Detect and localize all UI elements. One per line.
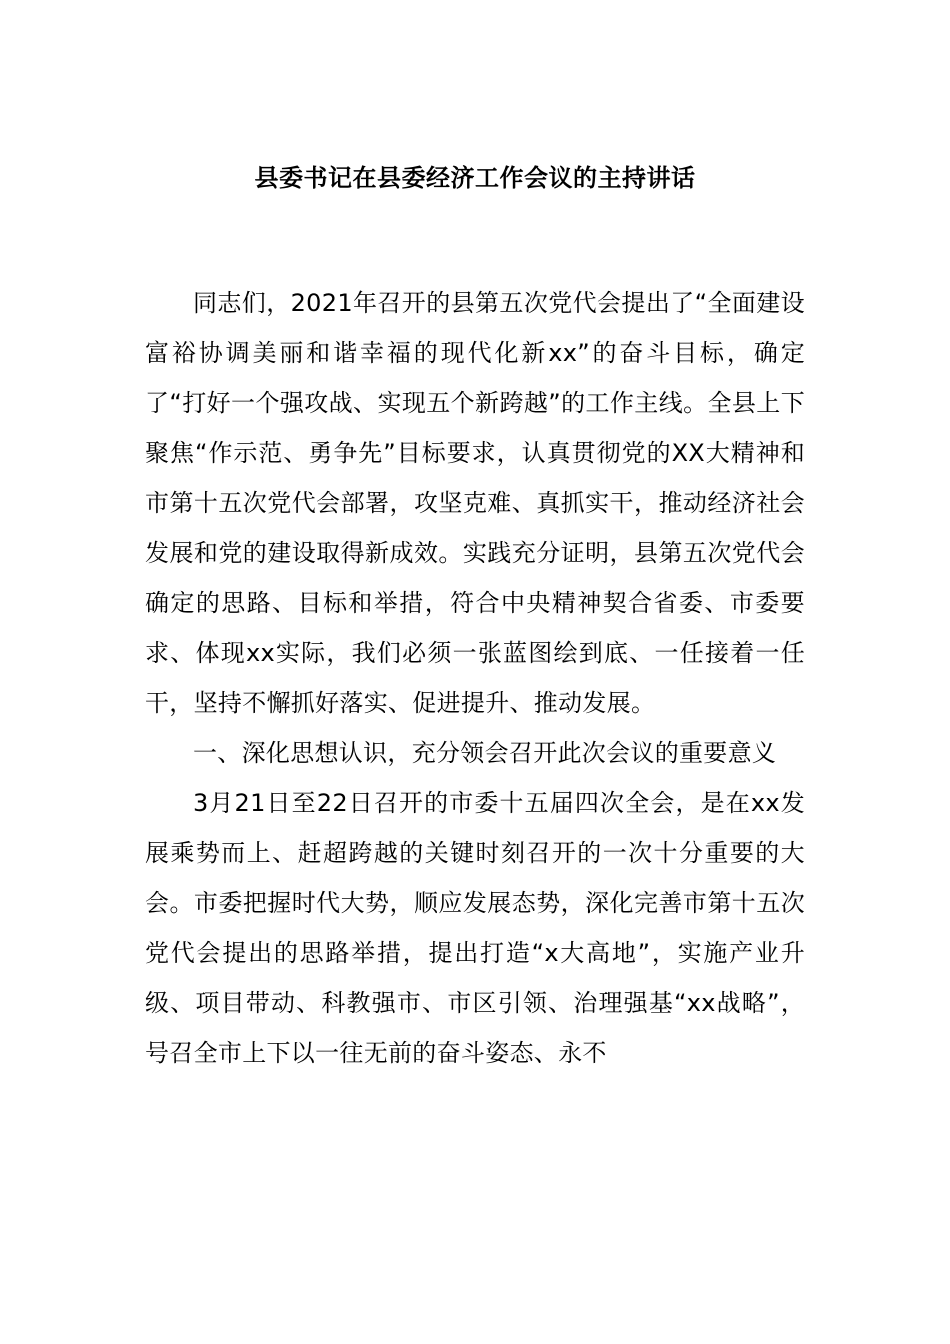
section-heading-1: 一、深化思想认识，充分领会召开此次会议的重要意义 bbox=[193, 739, 777, 767]
paragraph-opening: 同志们，2021年召开的县第五次党代会提出了“全面建设富裕协调美丽和谐幸福的现代化新xx”的奋斗目标，确定了“打好一个强攻战、实现五个新跨越”的工作主线。全县上下聚焦“作示范、勇争先”目标要求，认真贯彻党的XX大精神和市第十五次党代会部署，攻坚克难、真抓实干，推动经济社会发展和党的建设取得新成效。实践充分证明，县第五次党代会确定的思路、目标和举措，符合中央精神契合省委、市委要求、体现xx实际，我们必须一张蓝图绘到底、一任接着一任干，坚持不懈抓好落实、促进提升、推动发展。 bbox=[145, 289, 805, 717]
paragraph-section-1: 3月21日至22日召开的市委十五届四次全会，是在xx发展乘势而上、赶超跨越的关键时刻召开的一次十分重要的大会。市委把握时代大势，顺应发展态势，深化完善市第十五次党代会提出的思路举措，提出打造“x大高地”，实施产业升级、项目带动、科教强市、市区引领、治理强基“xx战略”，号召全市上下以一往无前的奋斗姿态、永不 bbox=[145, 789, 805, 1067]
document-body bbox=[145, 278, 805, 1078]
document-title: 县委书记在县委经济工作会议的主持讲话 bbox=[254, 164, 696, 192]
